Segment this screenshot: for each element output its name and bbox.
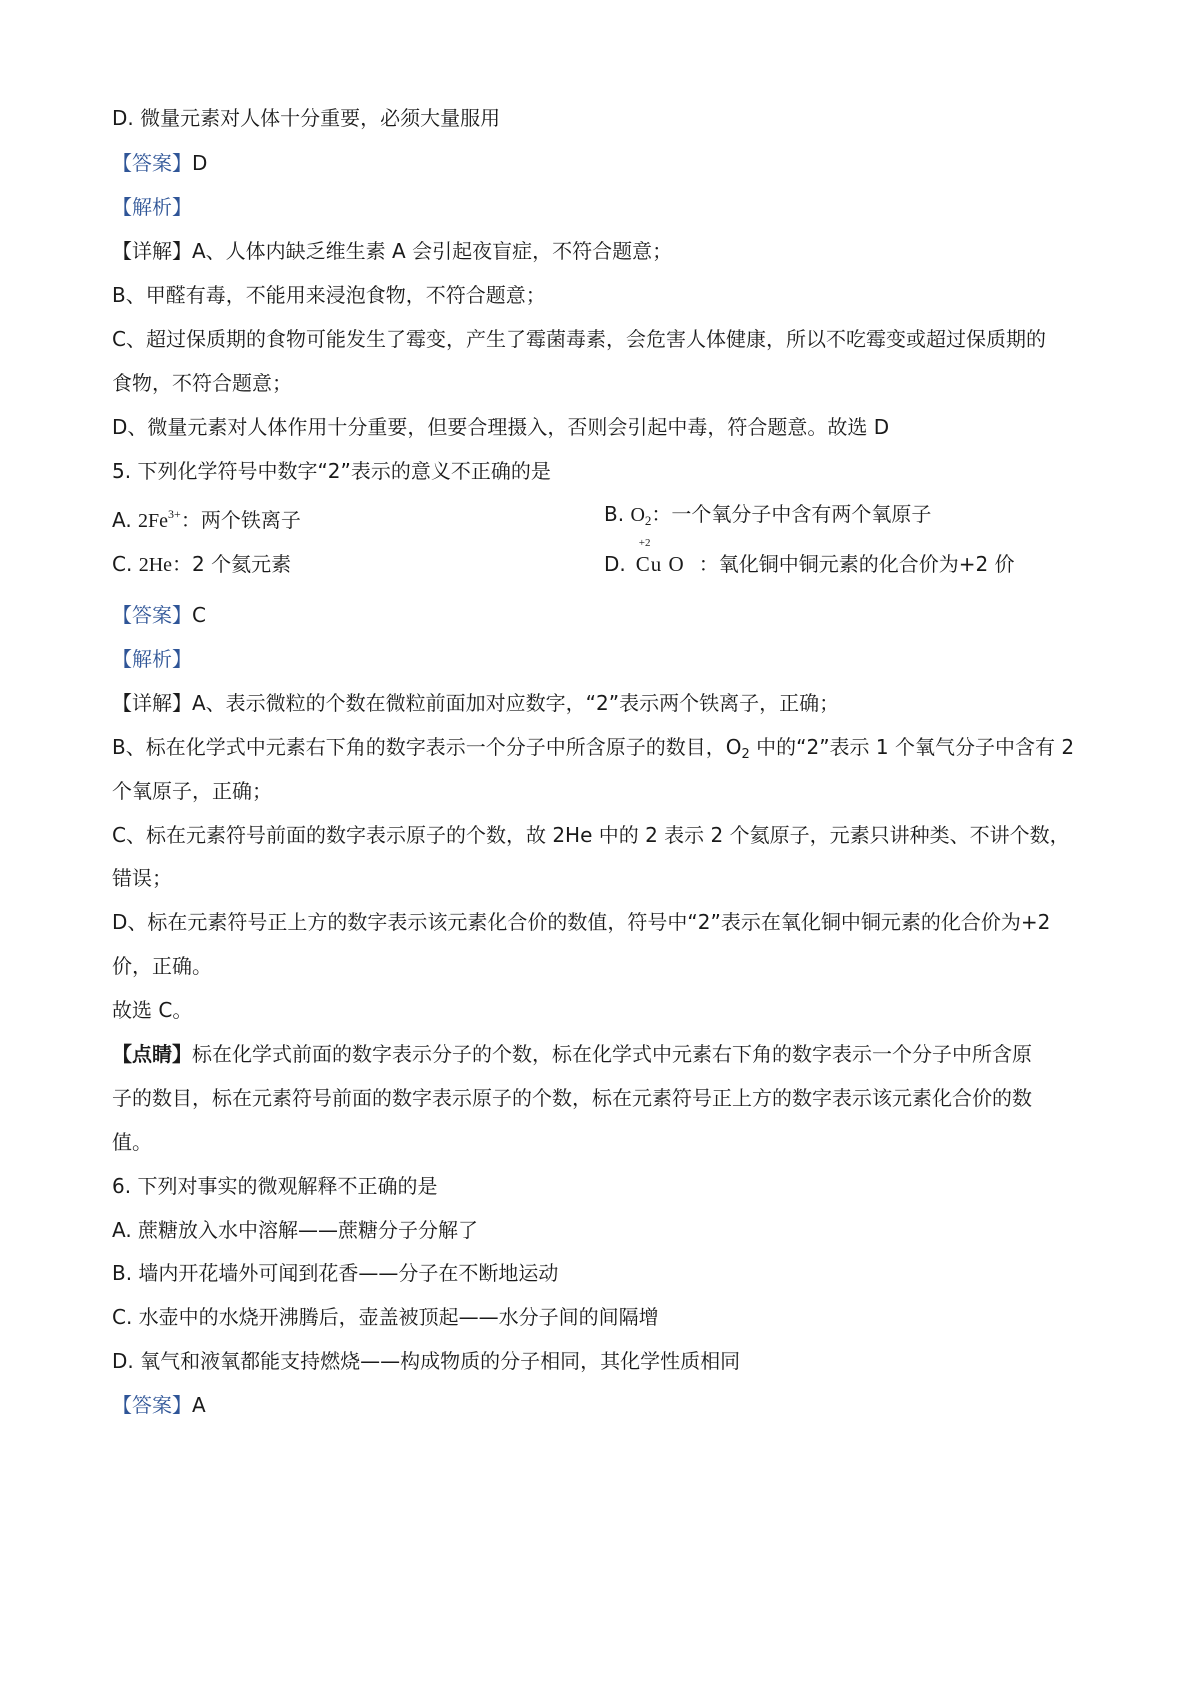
answer-value: C [192, 603, 206, 627]
q6-option-d: D. 氧气和液氧都能支持燃烧——构成物质的分子相同，其化学性质相同 [112, 1349, 741, 1373]
point-text: 标在化学式前面的数字表示分子的个数，标在化学式中元素右下角的数字表示一个分子中所含原 [192, 1042, 1032, 1066]
q4-detail-b: B、甲醛有毒，不能用来浸泡食物，不符合题意； [112, 283, 546, 307]
option-text: ：2 个氦元素 [172, 552, 292, 576]
valence-formula [635, 537, 685, 578]
detail-tag: 【详解】 [112, 239, 192, 263]
detail-text: A、人体内缺乏维生素 A 会引起夜盲症，不符合题意； [192, 239, 673, 263]
q5-analysis-tag: 【解析】 [112, 647, 192, 671]
answer-tag: 【答案】 [112, 1393, 192, 1417]
subscript: 2 [741, 747, 750, 762]
q5-detail-c-line2: 错误； [112, 866, 172, 890]
q5-point-line2: 子的数目，标在元素符号前面的数字表示原子的个数，标在元素符号正上方的数字表示该元素化合价的数 [112, 1086, 1032, 1110]
q5-option-c [112, 550, 291, 579]
formula: 2Fe [138, 510, 169, 532]
q5-detail-d-line2: 价，正确。 [112, 954, 212, 978]
option-prefix: C. [112, 552, 139, 576]
q5-detail-d-line1: D、标在元素符号正上方的数字表示该元素化合价的数值，符号中“2”表示在氧化铜中铜元素的化合价为+2 [112, 910, 1051, 934]
answer-value: D [192, 151, 208, 175]
formula: O [630, 504, 645, 526]
answer-tag: 【答案】 [112, 151, 192, 175]
q6-option-b: B. 墙内开花墙外可闻到花香——分子在不断地运动 [112, 1261, 559, 1285]
q5-option-a [112, 500, 301, 535]
q4-detail-c-line1: C、超过保质期的食物可能发生了霉变，产生了霉菌毒素，会危害人体健康，所以不吃霉变或超过保质期的 [112, 327, 1046, 351]
q5-option-d [604, 537, 1015, 578]
detail-text: A、表示微粒的个数在微粒前面加对应数字，“2”表示两个铁离子，正确； [192, 691, 840, 715]
q5-option-b [604, 500, 931, 535]
q5-detail-a [112, 689, 839, 717]
q5-point-line3: 值。 [112, 1130, 152, 1154]
q4-detail-d: D、微量元素对人体作用十分重要，但要合理摄入，否则会引起中毒，符合题意。故选 D [112, 415, 890, 439]
q5-stem: 5. 下列化学符号中数字“2”表示的意义不正确的是 [112, 459, 551, 483]
detail-tag: 【详解】 [112, 691, 192, 715]
q4-analysis-tag: 【解析】 [112, 195, 192, 219]
q5-detail-b-line1 [112, 733, 1074, 769]
q5-answer [112, 601, 206, 629]
option-prefix: B. [604, 502, 631, 526]
answer-value: A [192, 1393, 206, 1417]
ion-charge: 3+ [168, 507, 181, 521]
option-text: ：氧化铜中铜元素的化合价为+2 价 [698, 552, 1015, 576]
option-prefix: D. [604, 552, 626, 576]
valence-mark: +2 [638, 537, 651, 549]
q4-detail-c-line2: 食物，不符合题意； [112, 371, 292, 395]
q5-choose: 故选 C。 [112, 998, 193, 1022]
q5-point-line1 [112, 1040, 1032, 1068]
answer-tag: 【答案】 [112, 603, 192, 627]
q5-detail-c-line1: C、标在元素符号前面的数字表示原子的个数，故 2He 中的 2 表示 2 个氦原子，元素只讲种类、不讲个数， [112, 823, 1070, 847]
detail-text: 中的“2”表示 1 个氧气分子中含有 2 [749, 735, 1075, 759]
option-text: ：一个氧分子中含有两个氧原子 [651, 502, 932, 526]
subscript: 2 [644, 513, 652, 528]
q4-detail-a [112, 237, 672, 265]
q6-option-a: A. 蔗糖放入水中溶解——蔗糖分子分解了 [112, 1218, 479, 1242]
formula: 2He [138, 554, 173, 576]
q6-option-c: C. 水壶中的水烧开沸腾后，壶盖被顶起——水分子间的间隔增 [112, 1305, 659, 1329]
option-text: ：两个铁离子 [180, 508, 301, 532]
option-prefix: A. [112, 508, 139, 532]
q5-detail-b-line2: 个氧原子，正确； [112, 779, 272, 803]
q6-stem: 6. 下列对事实的微观解释不正确的是 [112, 1174, 438, 1198]
q4-option-d: D. 微量元素对人体十分重要，必须大量服用 [112, 106, 501, 130]
formula: Cu O [635, 552, 685, 576]
point-tag: 【点睛】 [112, 1042, 192, 1066]
q6-answer [112, 1391, 206, 1419]
detail-text: B、标在化学式中元素右下角的数字表示一个分子中所含原子的数目，O [112, 735, 742, 759]
q4-answer [112, 149, 207, 177]
